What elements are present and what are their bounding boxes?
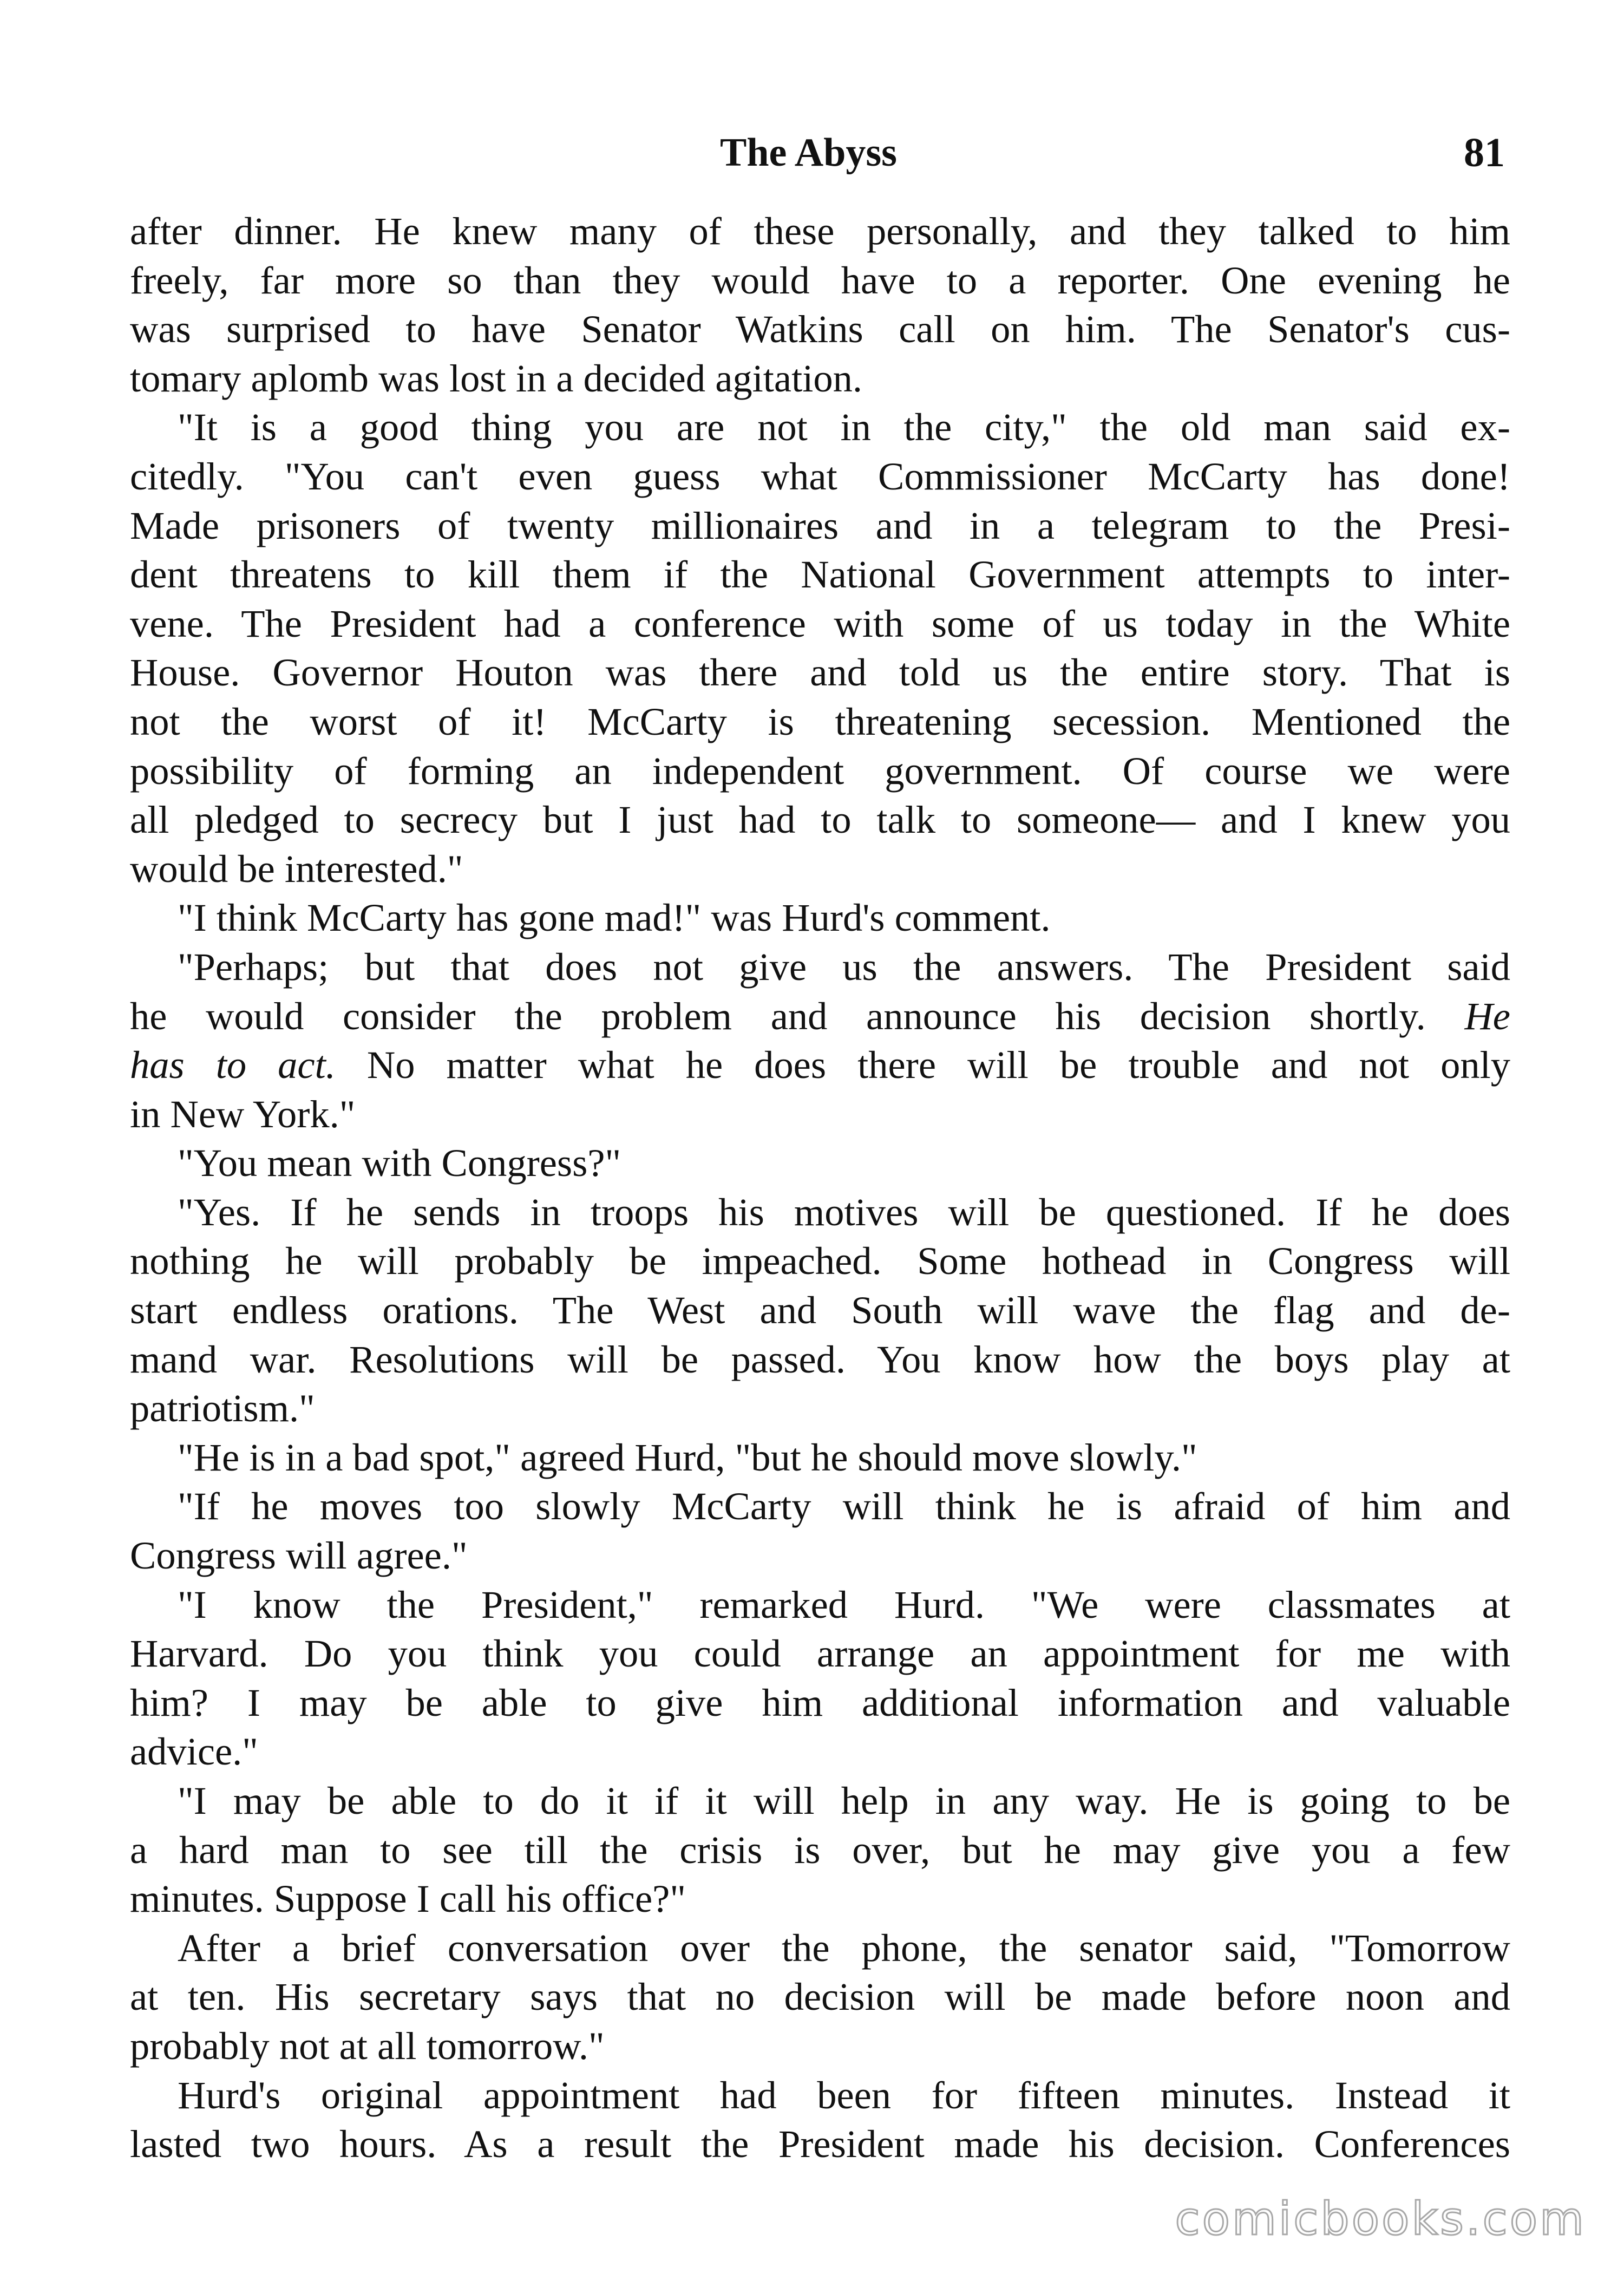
text-line: nothing he will probably be impeached. Some hothead in Congress will [130,1239,1510,1283]
text-line: Harvard. Do you think you could arrange an appointment for me with [130,1631,1510,1676]
text-line: Hurd's original appointment had been for fifteen minutes. Instead it [178,2073,1510,2117]
text-line: mand war. Resolutions will be passed. You know how the boys play at [130,1337,1510,1381]
text-line: Made prisoners of twenty millionaires and in a telegram to the Presi- [130,503,1510,547]
italic-run: He [1464,994,1510,1038]
text-line: at ten. His secretary says that no decision will be made before noon and [130,1975,1510,2019]
text-line: "I know the President," remarked Hurd. "We were classmates at [178,1582,1510,1626]
text-line [130,1041,1510,1090]
text-line: lasted two hours. As a result the President made his decision. Conferences [130,2122,1510,2166]
text-line: "He is in a bad spot," agreed Hurd, "but he should move slowly." [178,1435,1197,1479]
text-line: start endless orations. The West and South will wave the flag and de- [130,1288,1510,1332]
body-text [130,207,1510,2169]
text-line: possibility of forming an independent government. Of course we were [130,748,1510,793]
running-title: The Abyss [720,130,897,175]
text-line: him? I may be able to give him additional information and valuable [130,1680,1510,1724]
text-line: in New York." [130,1092,356,1136]
text-line: probably not at all tomorrow." [130,2023,605,2068]
italic-run: has to act. [130,1043,336,1087]
text-line: After a brief conversation over the phone, the senator said, "Tomorrow [178,1925,1510,1970]
text-line: citedly. "You can't even guess what Commissioner McCarty has done! [130,454,1510,498]
text-line [130,992,1510,1041]
text-line: minutes. Suppose I call his office?" [130,1877,686,1921]
text-line: after dinner. He knew many of these personally, and they talked to him [130,209,1510,253]
text-line: a hard man to see till the crisis is over, but he may give you a few [130,1827,1510,1872]
page-header [130,126,1505,185]
page-number: 81 [1464,130,1505,175]
watermark: comicbooks.com [1175,2192,1586,2245]
text-line: tomary aplomb was lost in a decided agitation. [130,356,863,400]
text-line: freely, far more so than they would have to a reporter. One evening he [130,258,1510,302]
text-line: vene. The President had a conference with some of us today in the White [130,601,1510,645]
text-line: Congress will agree." [130,1533,468,1578]
text-run: he would consider the problem and announce his decision shortly. [130,994,1465,1038]
text-line: "I may be able to do it if it will help in any way. He is going to be [178,1779,1510,1822]
text-line: dent threatens to kill them if the National Government attempts to inter- [130,552,1510,597]
text-line: "You mean with Congress?" [178,1141,621,1185]
text-line: "Yes. If he sends in troops his motives will be questioned. If he does [178,1190,1510,1234]
text-run: No matter what he does there will be trouble and not only [335,1043,1510,1087]
text-line: all pledged to secrecy but I just had to talk to someone— and I knew you [130,798,1510,842]
text-line: patriotism." [130,1386,315,1430]
text-line: "It is a good thing you are not in the city," the old man said ex- [178,405,1510,449]
text-line: House. Governor Houton was there and told us the entire story. That is [130,650,1510,695]
text-line: "If he moves too slowly McCarty will think he is afraid of him and [178,1484,1510,1528]
text-line: would be interested." [130,846,463,891]
text-line: not the worst of it! McCarty is threatening secession. Mentioned the [130,699,1510,743]
text-line: was surprised to have Senator Watkins call on him. The Senator's cus- [130,307,1510,351]
text-line: advice." [130,1729,258,1774]
text-line: "I think McCarty has gone mad!" was Hurd's comment. [178,896,1051,940]
text-line: "Perhaps; but that does not give us the answers. The President said [178,944,1510,989]
